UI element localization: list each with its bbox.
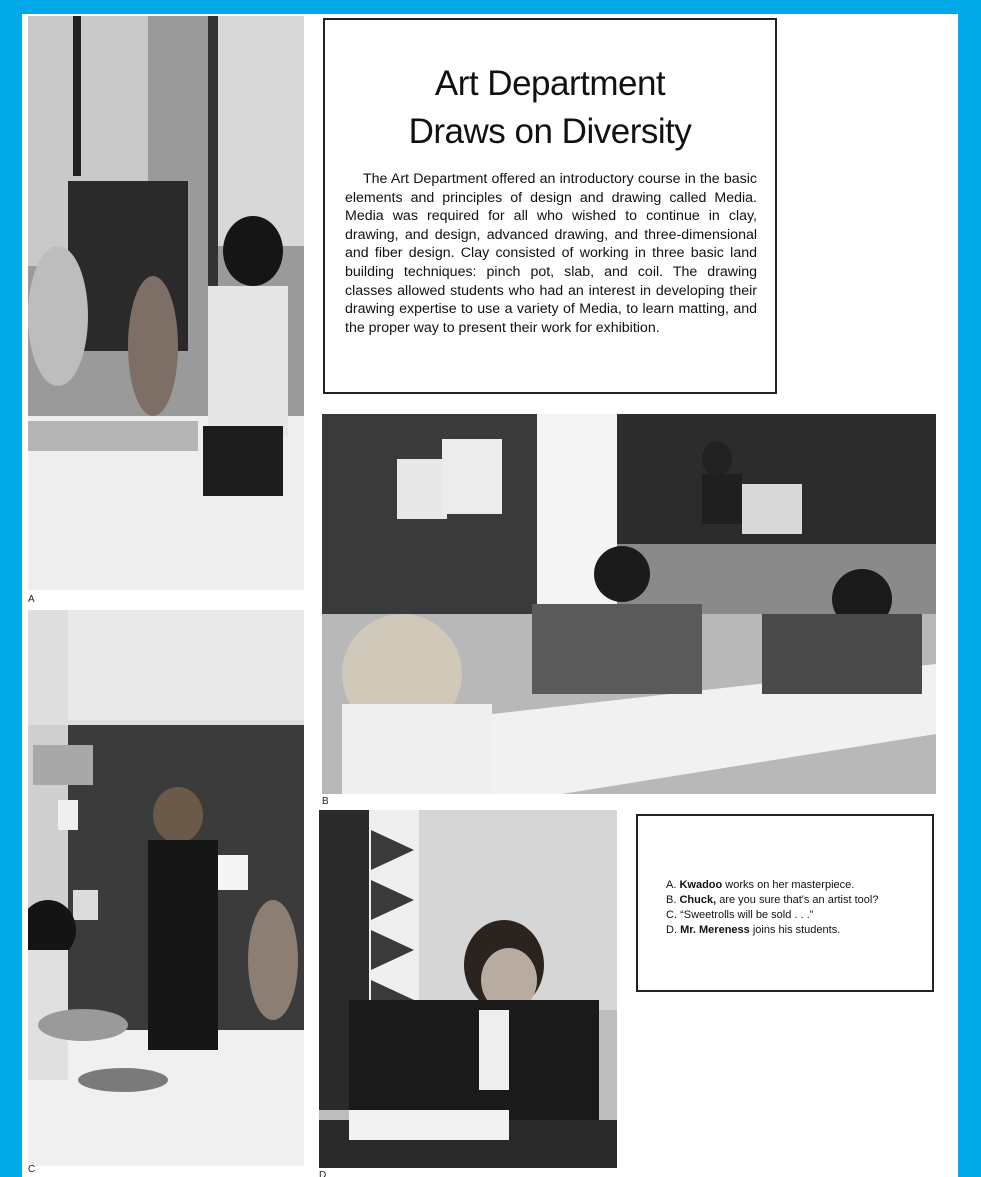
photo-d-label: D	[319, 1170, 327, 1177]
photo-c-label: C	[28, 1164, 36, 1175]
caption-box	[636, 814, 934, 992]
caption-a-letter: A.	[666, 879, 677, 891]
photo-b	[322, 414, 936, 794]
photo-c-image	[28, 610, 304, 1166]
caption-a-name: Kwadoo	[679, 879, 723, 891]
photo-d	[319, 810, 617, 1168]
caption-c-letter: C.	[666, 909, 677, 921]
caption-b-text: are you sure that's an artist tool?	[716, 894, 879, 906]
caption-d	[666, 923, 932, 938]
photo-a-image	[28, 16, 304, 590]
photo-d-image	[319, 810, 617, 1168]
caption-b	[666, 893, 932, 908]
photo-b-image	[322, 414, 936, 794]
yearbook-page	[22, 14, 958, 1177]
title-line-1: Art Department	[434, 64, 666, 103]
caption-d-letter: D.	[666, 924, 677, 936]
article-title	[325, 60, 775, 156]
caption-b-name: Chuck,	[679, 894, 717, 906]
caption-b-letter: B.	[666, 894, 677, 906]
article-box	[323, 18, 777, 394]
caption-c	[666, 908, 932, 923]
photo-c	[28, 610, 304, 1166]
photo-a-label: A	[28, 594, 35, 605]
caption-c-text: “Sweetrolls will be sold . . .”	[680, 909, 814, 921]
caption-a-text: works on her masterpiece.	[722, 879, 855, 891]
caption-a	[666, 878, 932, 893]
caption-d-text: joins his students.	[749, 924, 841, 936]
title-line-2: Draws on Diversity	[408, 112, 692, 151]
article-body: The Art Department offered an introductory course in the basic elements and principles of design and drawing called Media. Media was required for all who wished to continue in clay, drawing, and design, advanced drawing, and three-dimensional and fiber design. Clay consisted of working in three basic land building techniques: pinch pot, slab, and coil. The drawing classes allowed students who had an interest in developing their drawing expertise to use a variety of Media, to learn matting, and the proper way to present their work for exhibition.	[345, 171, 757, 336]
caption-d-name: Mr. Mereness	[680, 924, 750, 936]
photo-b-label: B	[322, 796, 329, 807]
photo-a	[28, 16, 304, 590]
